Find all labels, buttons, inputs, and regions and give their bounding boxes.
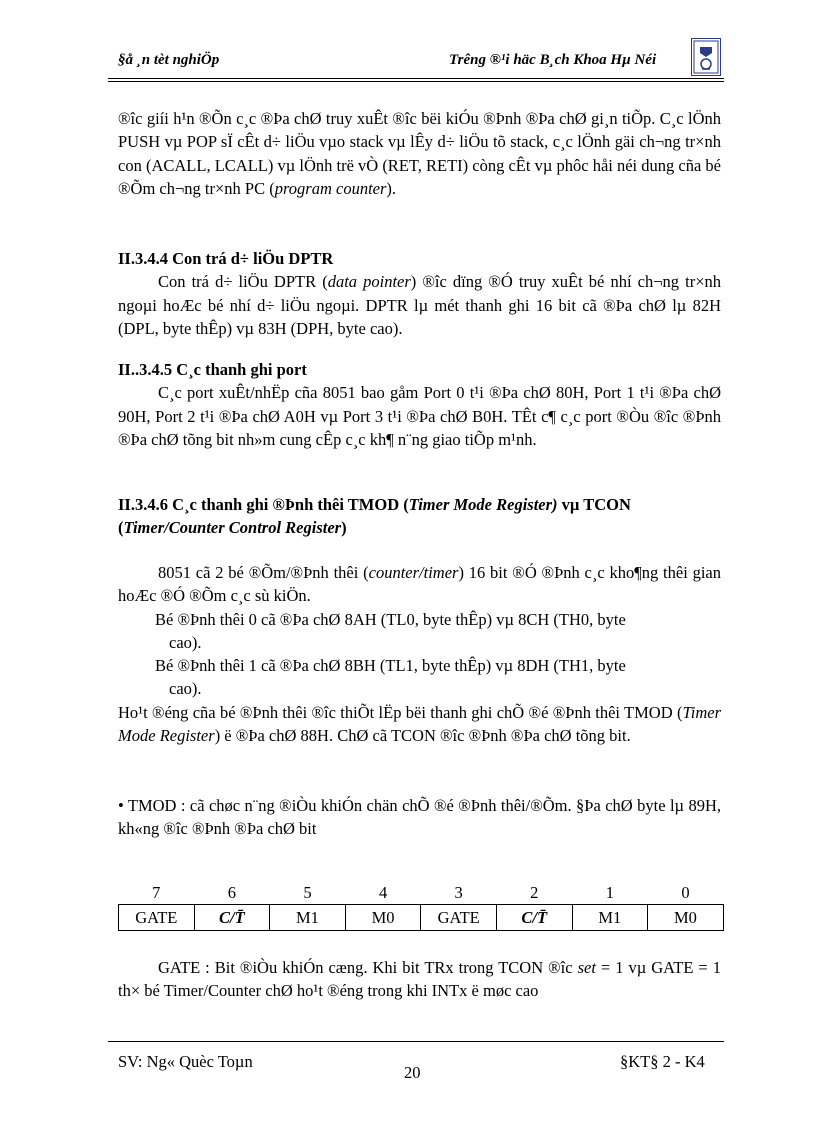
body-section-timers — [118, 561, 721, 747]
bit-cell: M1 — [270, 905, 346, 931]
footer-rule — [108, 1041, 724, 1042]
bit-name-row — [119, 905, 724, 931]
paragraph-timer0: Bé ®Þnh thêi 0 cã ®Þa chØ 8AH (TL0, byte thÊp) vµ 8CH (TH0, byte cao). — [155, 609, 626, 652]
bit-number: 5 — [303, 883, 312, 902]
heading-ports: II..3.4.5 C¸c thanh ghi port — [118, 360, 307, 379]
tmod-bit-table — [118, 882, 724, 931]
header-left-title: §å ¸n tèt nghiÖp — [118, 52, 220, 68]
bit-cell: M0 — [648, 905, 724, 931]
header-right-title: Trêng ®¹i häc B¸ch Khoa Hµ Néi — [449, 52, 657, 68]
body-section-stack — [118, 107, 721, 200]
paragraph-timer1: Bé ®Þnh thêi 1 cã ®Þa chØ 8BH (TL1, byte thÊp) vµ 8DH (TH1, byte cao). — [155, 656, 626, 699]
footer-class-code: §KT§ 2 - K4 — [620, 1052, 705, 1071]
paragraph-counter-timer: 8051 cã 2 bé ®Õm/®Þnh thêi (counter/timer) 16 bit ®Ó ®Þnh c¸c kho¶ng thêi gian hoÆc ®Ó ®Õm c¸c sù kiÖn. — [118, 563, 721, 606]
bit-number: 4 — [378, 883, 388, 902]
body-section-tmod — [118, 493, 721, 540]
bullet-tmod: • TMOD : cã chøc n¨ng ®iÒu khiÓn chän chÕ ®é ®Þnh thêi/®Õm. §Þa chØ byte lµ 89H, kh«ng ®îc ®Þnh ®Þa chØ bit — [118, 796, 721, 839]
body-section-ports — [118, 358, 721, 451]
bit-number: 7 — [152, 883, 161, 902]
bit-cell: M1 — [572, 905, 648, 931]
page-number: 20 — [404, 1063, 421, 1082]
bit-number: 0 — [681, 883, 690, 902]
bit-number: 1 — [605, 883, 614, 902]
paragraph-ports: C¸c port xuÊt/nhËp cña 8051 bao gåm Port 0 t¹i ®Þa chØ 80H, Port 1 t¹i ®Þa chØ 90H, Port 2 t¹i ®Þa chØ A0H vµ Port 3 t¹i ®Þa chØ B0H. TÊt c¶ c¸c port ®Òu ®îc ®Þnh ®Þa chØ tõng bit nh»m cung cÊp c¸c kh¶ n¨ng giao tiÕp m¹nh. — [118, 383, 721, 449]
bit-cell: GATE — [119, 905, 195, 931]
paragraph-dptr: Con trá d÷ liÖu DPTR (data pointer) ®îc dïng ®Ó truy xuÊt bé nhí ch¬ng tr×nh ngoµi hoÆc bé nhí d÷ liÖu ngoµi. DPTR lµ mét thanh ghi 16 bit cã ®Þa chØ lµ 82H (DPL, byte thÊp) vµ 83H (DPH, byte cao). — [118, 272, 722, 338]
bit-number: 2 — [530, 883, 539, 902]
paragraph-tmod-register: Ho¹t ®éng cña bé ®Þnh thêi ®îc thiÕt lËp bëi thanh ghi chÕ ®é ®Þnh thêi TMOD (Timer Mode Register) ë ®Þa chØ 88H. ChØ cã TCON ®îc ®Þnh ®Þa chØ tõng bit. — [118, 702, 721, 746]
paragraph-gate: GATE : Bit ®iÒu khiÓn cæng. Khi bit TRx trong TCON ®îc set = 1 vµ GATE = 1 th× bé Timer/Counter chØ ho¹t ®éng trong khi INTx ë møc cao — [118, 958, 721, 1001]
paragraph-stack: ®îc giíi h¹n ®Õn c¸c ®Þa chØ truy xuÊt ®îc bëi kiÓu ®Þnh ®Þa chØ gi¸n tiÕp. C¸c lÖnh PUSH vµ POP sÏ cÊt d÷ liÖu vµo stack vµ lÊy d÷ liÖu tõ stack, c¸c lÖnh gäi ch¬ng tr×nh con (ACALL, LCALL) vµ lÖnh trë vÒ (RET, RETI) còng cÊt vµ phôc håi néi dung cña bé ®Õm ch¬ng tr×nh PC (program counter). — [118, 109, 721, 198]
body-section-tmod-bullet — [118, 794, 721, 841]
bit-number: 3 — [454, 883, 463, 902]
university-logo-icon — [691, 38, 721, 76]
bit-cell: M0 — [345, 905, 421, 931]
bit-cell: C/T̄ — [496, 905, 572, 931]
bit-number: 6 — [227, 883, 237, 902]
bit-number-row — [119, 882, 724, 905]
body-section-gate — [118, 956, 721, 1003]
bit-cell: C/T̄ — [194, 905, 270, 931]
heading-dptr: II.3.4.4 Con trá d÷ liÖu DPTR — [118, 249, 334, 268]
footer-student-name: SV: Ng« Quèc Toµn — [118, 1052, 253, 1071]
heading-tmod: II.3.4.6 C¸c thanh ghi ®Þnh thêi TMOD (Timer Mode Register) vµ TCON (Timer/Counter Control Register) — [118, 495, 631, 538]
header-rule-thin — [108, 81, 724, 82]
bit-cell: GATE — [421, 905, 497, 931]
header-rule — [108, 78, 724, 79]
body-section-dptr — [118, 247, 721, 340]
